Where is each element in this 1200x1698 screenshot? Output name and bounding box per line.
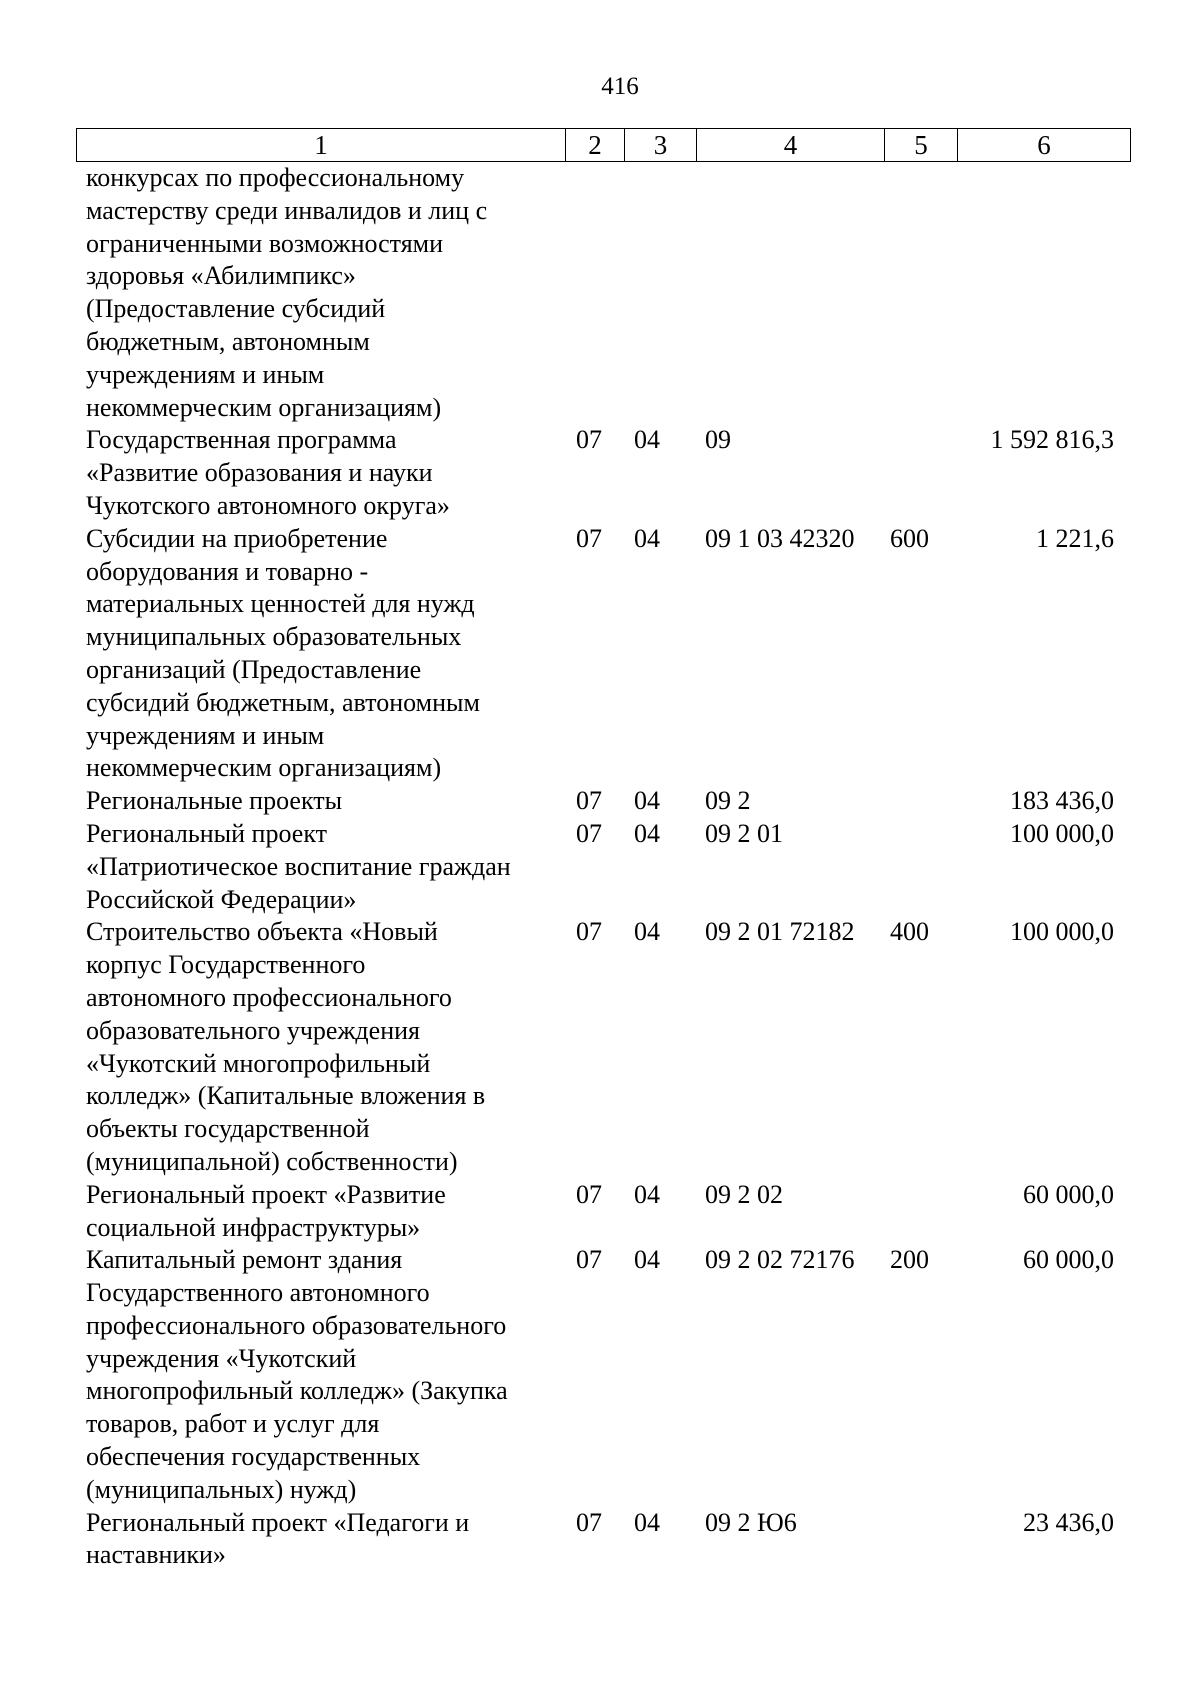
table-row xyxy=(76,424,1124,522)
target-article-code: 09 2 02 72176 xyxy=(705,1245,855,1275)
description-line: здоровья «Абилимпикс» xyxy=(86,261,356,291)
description-line: «Развитие образования и науки xyxy=(86,458,433,488)
description-line: Региональные проекты xyxy=(86,786,343,816)
description-line: Региональный проект «Педагоги и xyxy=(86,1507,470,1537)
description-line: Строительство объекта «Новый xyxy=(86,917,438,947)
description-line: «Патриотическое воспитание граждан xyxy=(86,851,511,881)
subsection-code: 04 xyxy=(634,425,660,455)
budget-table-body xyxy=(76,162,1124,1572)
subsection-code: 04 xyxy=(634,523,660,553)
row-description xyxy=(76,1507,564,1573)
description-line: некоммерческим организациям) xyxy=(86,392,442,422)
description-line: организаций (Предоставление xyxy=(86,654,422,684)
expense-type-code: 400 xyxy=(890,917,929,947)
description-line: образовательного учреждения xyxy=(86,1015,420,1045)
table-row xyxy=(76,523,1124,785)
target-article-code: 09 2 xyxy=(705,786,751,816)
subsection-code: 04 xyxy=(634,1245,660,1275)
amount: 60 000,0 xyxy=(1023,1179,1114,1209)
column-header-2: 2 xyxy=(566,129,625,162)
description-line: Субсидии на приобретение xyxy=(86,523,388,553)
expense-type-code: 200 xyxy=(890,1245,929,1275)
subsection-code: 04 xyxy=(634,1179,660,1209)
subsection-code: 04 xyxy=(634,818,660,848)
column-header-1: 1 xyxy=(77,129,566,162)
row-description xyxy=(76,785,564,818)
description-line: учреждения «Чукотский xyxy=(86,1343,357,1373)
table-row xyxy=(76,916,1124,1178)
description-line: некоммерческим организациям) xyxy=(86,753,442,783)
description-line: учреждениям и иным xyxy=(86,359,325,389)
description-line: профессионального образовательного xyxy=(86,1310,507,1340)
target-article-code: 09 1 03 42320 xyxy=(705,523,855,553)
amount: 1 592 816,3 xyxy=(990,425,1114,455)
section-code: 07 xyxy=(576,1245,602,1275)
amount: 100 000,0 xyxy=(1010,818,1114,848)
amount: 100 000,0 xyxy=(1010,917,1114,947)
target-article-code: 09 2 01 xyxy=(705,818,783,848)
subsection-code: 04 xyxy=(634,1507,660,1537)
table-row xyxy=(76,785,1124,818)
description-line: Капитальный ремонт здания xyxy=(86,1245,403,1275)
description-line: обеспечения государственных xyxy=(86,1442,421,1472)
expense-type-code xyxy=(880,162,952,424)
row-description xyxy=(76,916,564,1178)
section-code: 07 xyxy=(576,786,602,816)
description-line: социальной инфраструктуры» xyxy=(86,1212,421,1242)
row-description xyxy=(76,424,564,522)
column-header-3: 3 xyxy=(625,129,697,162)
target-article-code: 09 2 01 72182 xyxy=(705,917,855,947)
column-header-row xyxy=(77,129,1131,162)
table-row xyxy=(76,1244,1124,1506)
section-code: 07 xyxy=(576,917,602,947)
column-header-5: 5 xyxy=(885,129,958,162)
expense-type-code xyxy=(880,785,952,818)
page-number: 416 xyxy=(601,73,639,100)
description-line: наставники» xyxy=(86,1540,226,1570)
description-line: многопрофильный колледж» (Закупка xyxy=(86,1376,508,1406)
target-article-code: 09 2 Ю6 xyxy=(705,1507,797,1537)
target-article-code: 09 2 02 xyxy=(705,1179,783,1209)
target-article-code: 09 xyxy=(705,425,731,455)
description-line: субсидий бюджетным, автономным xyxy=(86,687,480,717)
amount: 183 436,0 xyxy=(1010,786,1114,816)
target-article-code xyxy=(693,162,880,424)
description-line: товаров, работ и услуг для xyxy=(86,1409,380,1439)
description-line: «Чукотский многопрофильный xyxy=(86,1048,431,1078)
subsection-code: 04 xyxy=(634,917,660,947)
table-row xyxy=(76,818,1124,916)
amount xyxy=(952,162,1124,424)
description-line: Российской Федерации» xyxy=(86,884,357,914)
description-line: материальных ценностей для нужд xyxy=(86,589,475,619)
description-line: ограниченными возможностями xyxy=(86,228,444,258)
amount: 23 436,0 xyxy=(1023,1507,1114,1537)
amount: 60 000,0 xyxy=(1023,1245,1114,1275)
section-code xyxy=(564,162,622,424)
row-description xyxy=(76,1244,564,1506)
column-header-4: 4 xyxy=(697,129,885,162)
subsection-code xyxy=(622,162,693,424)
section-code: 07 xyxy=(576,425,602,455)
expense-type-code xyxy=(880,818,952,916)
table-row xyxy=(76,1507,1124,1573)
description-line: автономного профессионального xyxy=(86,982,452,1012)
section-code: 07 xyxy=(576,818,602,848)
description-line: учреждениям и иным xyxy=(86,720,325,750)
description-line: Государственная программа xyxy=(86,425,397,455)
description-line: Государственного автономного xyxy=(86,1278,430,1308)
description-line: конкурсах по профессиональному xyxy=(86,163,465,192)
description-line: колледж» (Капитальные вложения в xyxy=(86,1081,486,1111)
section-code: 07 xyxy=(576,523,602,553)
description-line: корпус Государственного xyxy=(86,950,366,980)
expense-type-code xyxy=(880,1179,952,1245)
row-description xyxy=(76,162,564,424)
description-line: Региональный проект «Развитие xyxy=(86,1179,446,1209)
section-code: 07 xyxy=(576,1179,602,1209)
subsection-code: 04 xyxy=(634,786,660,816)
description-line: объекты государственной xyxy=(86,1114,370,1144)
description-line: Региональный проект xyxy=(86,818,327,848)
description-line: мастерству среди инвалидов и лиц с xyxy=(86,195,488,225)
expense-type-code: 600 xyxy=(890,523,929,553)
amount: 1 221,6 xyxy=(1036,523,1114,553)
description-line: бюджетным, автономным xyxy=(86,326,370,356)
row-description xyxy=(76,523,564,785)
column-header-6: 6 xyxy=(958,129,1131,162)
description-line: Чукотского автономного округа» xyxy=(86,490,450,520)
description-line: муниципальных образовательных xyxy=(86,622,462,652)
expense-type-code xyxy=(880,1507,952,1573)
table-row xyxy=(76,162,1124,424)
section-code: 07 xyxy=(576,1507,602,1537)
table-row xyxy=(76,1179,1124,1245)
row-description xyxy=(76,1179,564,1245)
column-header-table xyxy=(76,128,1131,162)
description-line: оборудования и товарно - xyxy=(86,556,369,586)
description-line: (муниципальных) нужд) xyxy=(86,1474,357,1504)
expense-type-code xyxy=(880,424,952,522)
description-line: (муниципальной) собственности) xyxy=(86,1146,458,1176)
description-line: (Предоставление субсидий xyxy=(86,294,386,324)
row-description xyxy=(76,818,564,916)
